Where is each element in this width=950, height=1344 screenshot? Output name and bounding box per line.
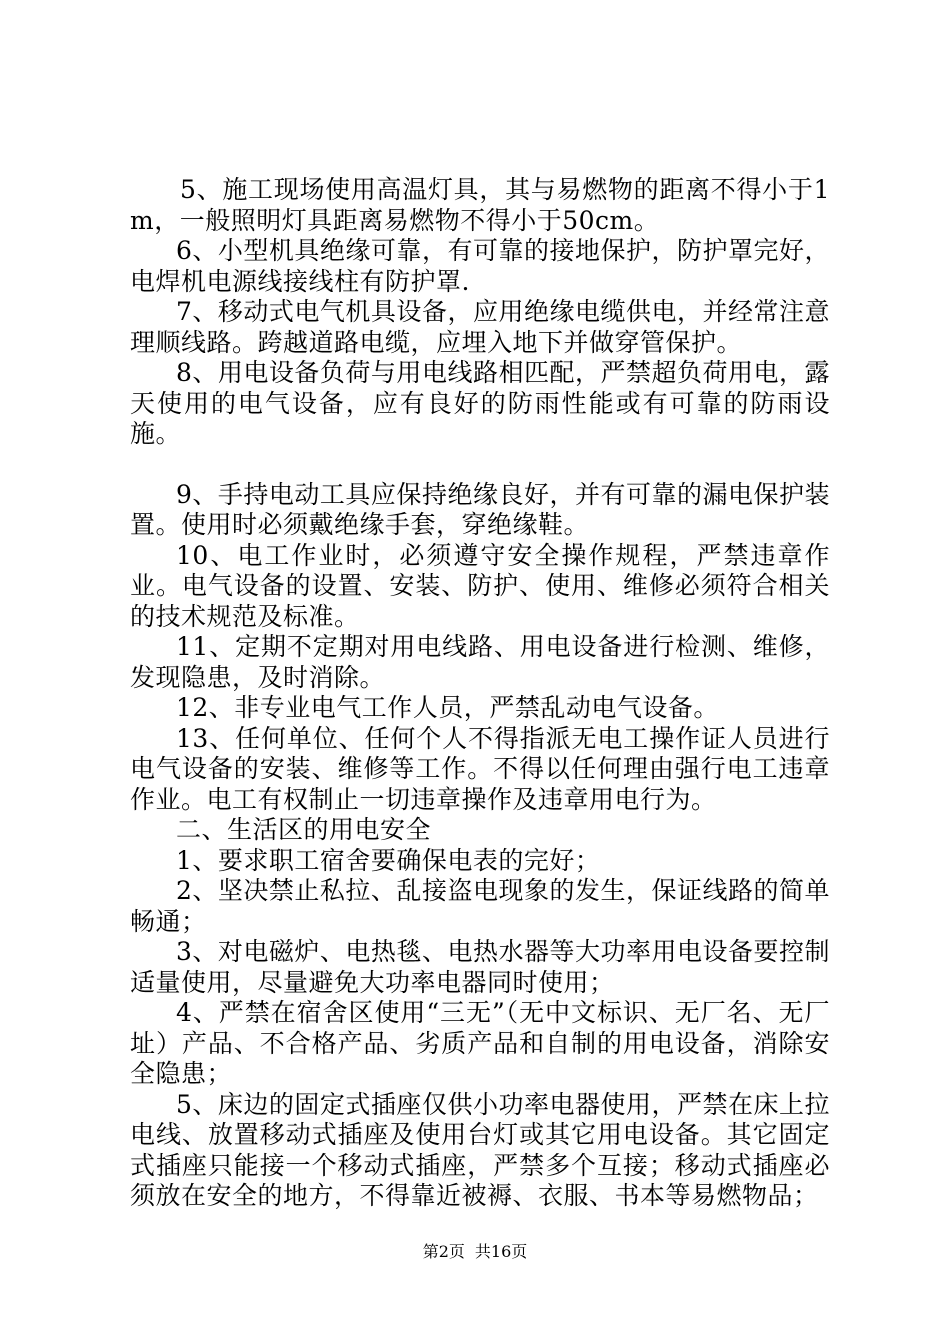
paragraph-item-10-electrician-rules: 10、电工作业时，必须遵守安全操作规程，严禁违章作业。电气设备的设置、安装、防护、使用、维修必须符合相关的技术规范及标准。 bbox=[130, 540, 830, 631]
paragraph-item-3-high-power: 3、对电磁炉、电热毯、电热水器等大功率用电设备要控制适量使用，尽量避免大功率电器同时使用； bbox=[130, 937, 830, 997]
page-footer bbox=[0, 1242, 950, 1262]
paragraph-item-2-illegal-wiring: 2、坚决禁止私拉、乱接盗电现象的发生，保证线路的简单畅通； bbox=[130, 876, 830, 936]
paragraph-item-5-lighting: 5、施工现场使用高温灯具，其与易燃物的距离不得小于1m，一般照明灯具距离易燃物不得小于50cm。 bbox=[130, 175, 830, 235]
paragraph-item-1-meters: 1、要求职工宿舍要确保电表的完好； bbox=[176, 845, 601, 875]
paragraph-item-5-bedside-sockets: 5、床边的固定式插座仅供小功率电器使用，严禁在床上拉电线、放置移动式插座及使用台灯或其它用电设备。其它固定式插座只能接一个移动式插座，严禁多个互接；移动式插座必须放在安全的地方，不得靠近被褥、衣服、书本等易燃物品； bbox=[130, 1089, 830, 1210]
paragraph-item-11-inspection: 11、定期不定期对用电线路、用电设备进行检测、维修，发现隐患，及时消除。 bbox=[130, 632, 830, 692]
paragraph-item-9-handheld-tools: 9、手持电动工具应保持绝缘良好，并有可靠的漏电保护装置。使用时必须戴绝缘手套，穿绝缘鞋。 bbox=[130, 479, 830, 539]
page-number: 第2页 bbox=[422, 1242, 465, 1261]
paragraph-item-13-certification: 13、任何单位、任何个人不得指派无电工操作证人员进行电气设备的安装、维修等工作。不得以任何理由强行电工违章作业。电工有权制止一切违章操作及违章用电行为。 bbox=[130, 723, 830, 814]
document-body bbox=[130, 175, 830, 1212]
paragraph-item-4-three-no-products: 4、严禁在宿舍区使用“三无”（无中文标识、无厂名、无厂址）产品、不合格产品、劣质产品和自制的用电设备，消除安全隐患； bbox=[130, 998, 830, 1088]
paragraph-item-6-small-tools: 6、小型机具绝缘可靠，有可靠的接地保护，防护罩完好，电焊机电源线接线柱有防护罩. bbox=[130, 236, 830, 296]
section-heading-living-area: 二、生活区的用电安全 bbox=[176, 815, 432, 844]
paragraph-item-8-load-matching: 8、用电设备负荷与用电线路相匹配，严禁超负荷用电，露天使用的电气设备，应有良好的防雨性能或有可靠的防雨设施。 bbox=[130, 358, 830, 448]
page-total: 共16页 bbox=[474, 1242, 528, 1261]
paragraph-item-7-mobile-equipment: 7、移动式电气机具设备，应用绝缘电缆供电，并经常注意理顺线路。跨越道路电缆，应埋入地下并做穿管保护。 bbox=[130, 297, 830, 357]
paragraph-item-12-non-professionals: 12、非专业电气工作人员，严禁乱动电气设备。 bbox=[176, 693, 719, 722]
